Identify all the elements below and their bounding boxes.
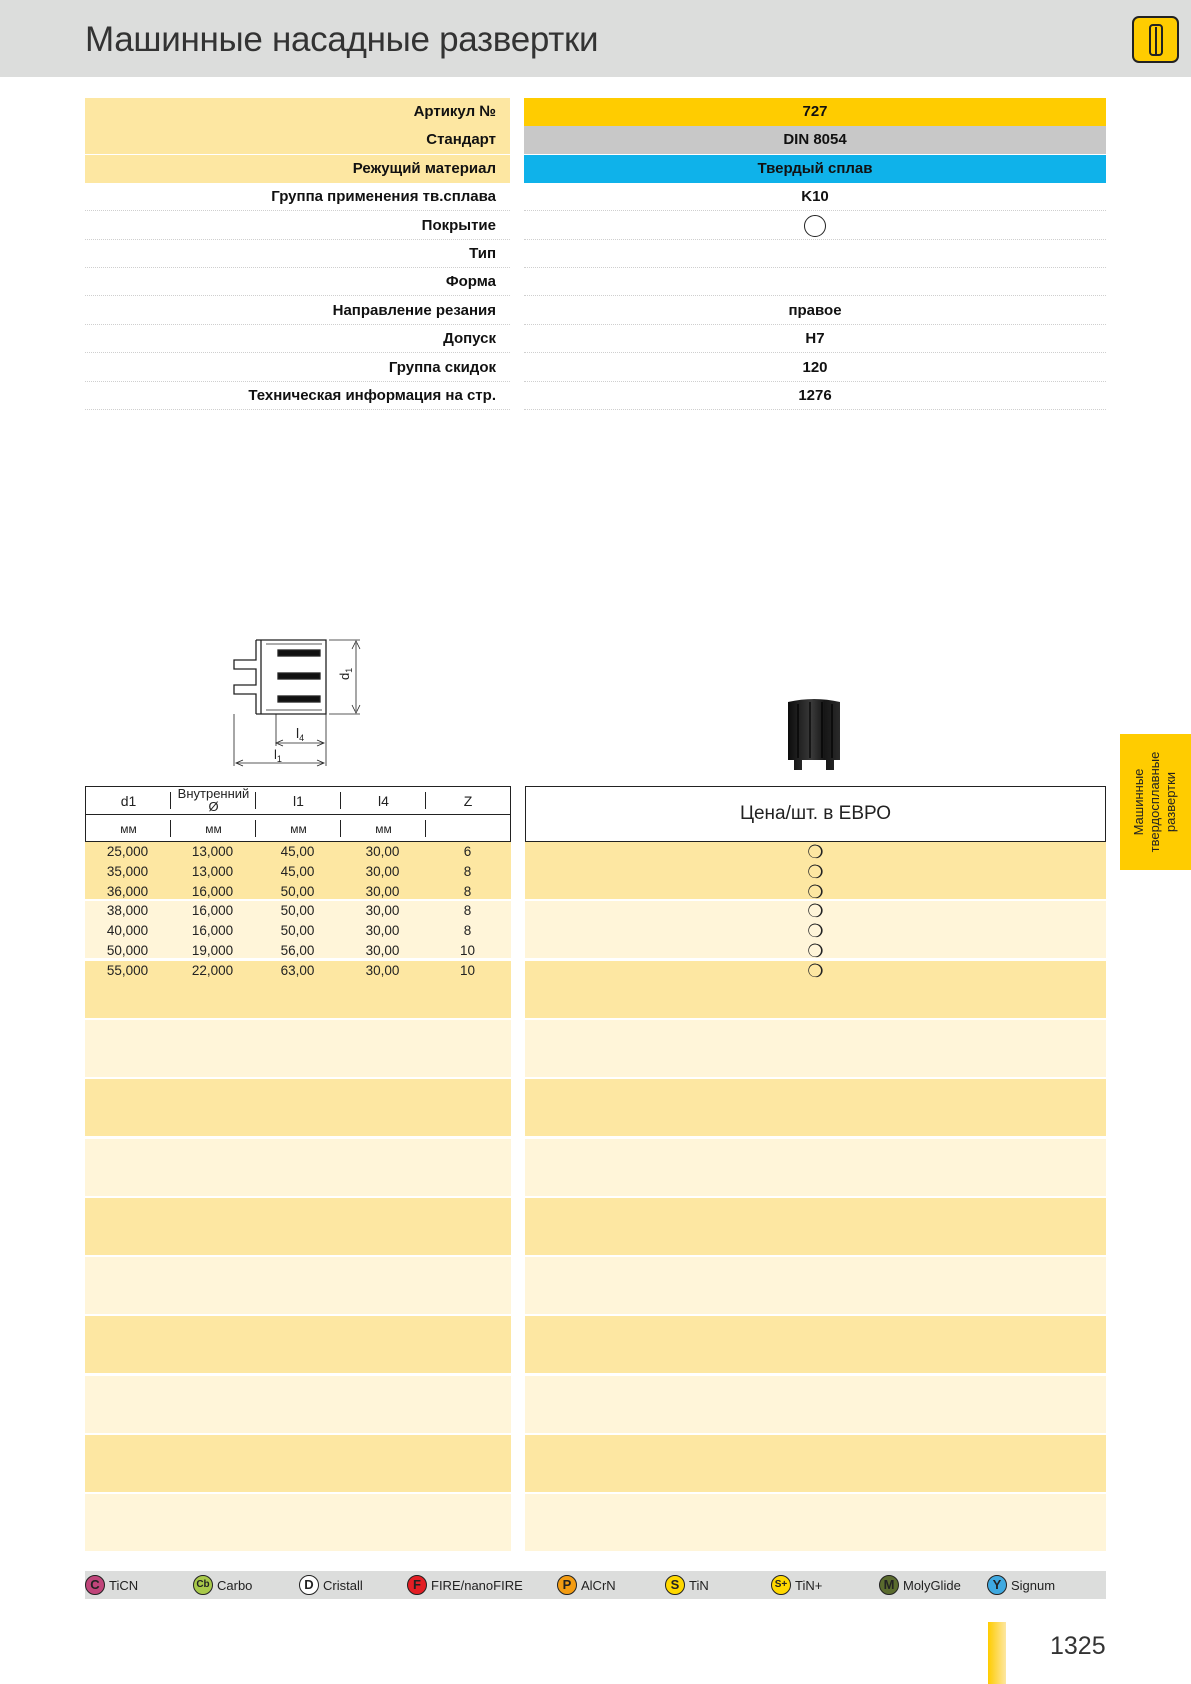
spec-value: 1276 <box>524 382 1106 410</box>
table-row[interactable] <box>85 961 511 981</box>
page-number: 1325 <box>1050 1632 1106 1660</box>
legend-label: AlCrN <box>581 1577 616 1593</box>
col-header-l1: l1 <box>293 793 304 809</box>
spec-row <box>85 98 1106 126</box>
table-cell: 55,000 <box>106 962 149 978</box>
table-row[interactable] <box>85 941 511 961</box>
legend-label: Cristall <box>323 1577 363 1593</box>
spec-row <box>85 268 1106 296</box>
unit-d1: мм <box>120 822 137 836</box>
reamer-category-icon <box>1132 16 1179 63</box>
coating-badge-icon: S <box>665 1575 685 1595</box>
circle-outline-icon <box>804 215 826 237</box>
availability-icon: ❍ <box>807 921 824 942</box>
drawing-label-l4: l <box>296 725 300 741</box>
table-cell: 38,000 <box>106 903 149 919</box>
spec-value <box>524 240 1106 268</box>
drawing-label-l1: l <box>274 747 277 762</box>
legend-label: TiN+ <box>795 1577 823 1593</box>
coating-badge-icon: M <box>879 1575 899 1595</box>
table-cell: 63,00 <box>280 962 315 978</box>
table-row[interactable] <box>85 862 511 882</box>
spec-row <box>85 155 1106 183</box>
spec-value: H7 <box>524 325 1106 353</box>
unit-l4: мм <box>375 822 392 836</box>
price-header: Цена/шт. в ЕВРО <box>525 786 1106 842</box>
table-cell: 8 <box>463 903 472 919</box>
category-side-tab[interactable] <box>1120 734 1191 870</box>
side-tab-label: Машинные твердосплавные развертки <box>1131 751 1178 853</box>
table-cell: 8 <box>463 923 472 939</box>
table-cell: 6 <box>463 844 472 859</box>
table-cell: 8 <box>463 883 472 899</box>
table-cell: 16,000 <box>191 883 234 899</box>
coating-badge-icon: C <box>85 1575 105 1595</box>
table-band <box>85 1079 511 1136</box>
table-cell: 30,00 <box>365 844 400 859</box>
legend-item <box>193 1575 252 1595</box>
table-cell: 16,000 <box>191 923 234 939</box>
table-row[interactable] <box>85 842 511 862</box>
table-cell: 8 <box>463 863 472 879</box>
spec-label: Группа скидок <box>85 354 510 382</box>
spec-label: Артикул № <box>85 98 510 126</box>
unit-inner-diameter: мм <box>205 822 222 836</box>
col-header-inner-diameter: Внутренний Ø <box>177 786 250 814</box>
availability-icon: ❍ <box>807 881 824 902</box>
availability-icon: ❍ <box>807 861 824 882</box>
spec-value: 120 <box>524 354 1106 382</box>
coating-badge-icon: P <box>557 1575 577 1595</box>
table-row[interactable] <box>85 882 511 902</box>
table-band <box>525 1257 1106 1314</box>
reamer-drawing <box>226 630 386 770</box>
table-body <box>85 842 511 981</box>
table-cell: 30,00 <box>365 903 400 919</box>
spec-label: Режущий материал <box>85 155 510 183</box>
coating-badge-icon: F <box>407 1575 427 1595</box>
svg-text:l1: $l_1$ <box>274 747 282 764</box>
table-band <box>525 1376 1106 1433</box>
spec-row <box>85 297 1106 325</box>
col-header-z: Z <box>463 793 473 809</box>
legend-item <box>987 1575 1055 1595</box>
table-band <box>85 1257 511 1314</box>
table-cell: 10 <box>459 962 476 978</box>
table-band <box>525 1435 1106 1492</box>
table-cell: 25,000 <box>106 844 149 859</box>
table-band <box>525 1139 1106 1196</box>
unit-l1: мм <box>290 822 307 836</box>
table-cell: 35,000 <box>106 863 149 879</box>
coating-badge-icon: Cb <box>193 1575 213 1595</box>
table-band <box>525 1494 1106 1551</box>
spec-row <box>85 240 1106 268</box>
legend-item <box>879 1575 961 1595</box>
legend-item <box>85 1575 138 1595</box>
spec-value <box>524 268 1106 296</box>
table-cell: 22,000 <box>191 962 234 978</box>
page-header <box>0 0 1191 77</box>
table-cell: 50,00 <box>280 923 315 939</box>
spec-row <box>85 325 1106 353</box>
availability-icon: ❍ <box>807 960 824 981</box>
table-cell: 56,00 <box>280 942 315 958</box>
spec-row <box>85 183 1106 211</box>
coating-badge-icon: S+ <box>771 1575 791 1595</box>
legend-label: MolyGlide <box>903 1577 961 1593</box>
coating-badge-icon: D <box>299 1575 319 1595</box>
legend-item <box>557 1575 616 1595</box>
table-cell: 30,00 <box>365 942 400 958</box>
table-band <box>85 1020 511 1077</box>
table-band <box>85 1376 511 1433</box>
spec-label: Форма <box>85 268 510 296</box>
spec-label: Техническая информация на стр. <box>85 382 510 410</box>
table-cell: 50,00 <box>280 903 315 919</box>
coating-legend <box>85 1571 1106 1599</box>
svg-text:l4: $l_4$ <box>296 725 305 743</box>
table-band <box>85 1435 511 1492</box>
spec-value: 727 <box>524 98 1106 126</box>
table-cell: 50,000 <box>106 942 149 958</box>
table-cell: 30,00 <box>365 962 400 978</box>
spec-value: Твердый сплав <box>524 155 1106 183</box>
reamer-photo <box>782 698 846 773</box>
table-cell: 19,000 <box>191 942 234 958</box>
table-cell: 45,00 <box>280 863 315 879</box>
spec-row <box>85 354 1106 382</box>
table-cell: 16,000 <box>191 903 234 919</box>
table-header <box>85 786 511 842</box>
spec-label: Стандарт <box>85 126 510 154</box>
availability-icon: ❍ <box>807 940 824 961</box>
table-cell: 50,00 <box>280 883 315 899</box>
table-cell: 30,00 <box>365 863 400 879</box>
table-cell: 13,000 <box>191 863 234 879</box>
table-row[interactable] <box>85 921 511 941</box>
legend-label: Signum <box>1011 1577 1056 1593</box>
table-cell: 13,000 <box>191 844 234 859</box>
page-marker <box>988 1622 1006 1684</box>
table-band <box>525 1020 1106 1077</box>
col-header-l4: l4 <box>378 793 389 809</box>
table-band <box>85 1139 511 1196</box>
legend-label: TiCN <box>109 1577 139 1593</box>
table-band <box>85 1198 511 1255</box>
spec-label: Направление резания <box>85 297 510 325</box>
availability-icon: ❍ <box>807 842 824 862</box>
availability-icon: ❍ <box>807 901 824 922</box>
table-band <box>525 1316 1106 1373</box>
spec-table <box>85 98 1106 410</box>
spec-label: Группа применения тв.сплава <box>85 183 510 211</box>
spec-value: правое <box>524 297 1106 325</box>
spec-row <box>85 382 1106 410</box>
table-band <box>525 1198 1106 1255</box>
legend-item <box>407 1575 523 1595</box>
table-row[interactable] <box>85 901 511 921</box>
legend-label: FIRE/nanoFIRE <box>431 1577 523 1593</box>
drawing-label-d1: d <box>337 672 352 680</box>
legend-label: TiN <box>689 1577 709 1593</box>
legend-label: Carbo <box>217 1577 253 1593</box>
spec-label: Допуск <box>85 325 510 353</box>
legend-item <box>665 1575 709 1595</box>
table-band <box>525 1079 1106 1136</box>
spec-value: K10 <box>524 183 1106 211</box>
spec-label: Тип <box>85 240 510 268</box>
table-cell: 30,00 <box>365 923 400 939</box>
table-cell: 10 <box>459 942 476 958</box>
spec-row <box>85 212 1106 240</box>
col-header-d1: d1 <box>120 793 137 809</box>
table-band <box>85 1494 511 1551</box>
availability-column <box>525 842 1106 981</box>
table-cell: 36,000 <box>106 883 149 899</box>
page-title: Машинные насадные развертки <box>85 20 599 59</box>
spec-value <box>524 212 1106 240</box>
spec-row <box>85 126 1106 154</box>
legend-item <box>299 1575 363 1595</box>
table-cell: 30,00 <box>365 883 400 899</box>
table-cell: 45,00 <box>280 844 315 859</box>
svg-text:d1: $d_1$ <box>337 667 354 680</box>
legend-item <box>771 1575 822 1595</box>
spec-label: Покрытие <box>85 212 510 240</box>
coating-badge-icon: Y <box>987 1575 1007 1595</box>
spec-value: DIN 8054 <box>524 126 1106 154</box>
table-band <box>85 1316 511 1373</box>
table-cell: 40,000 <box>106 923 149 939</box>
